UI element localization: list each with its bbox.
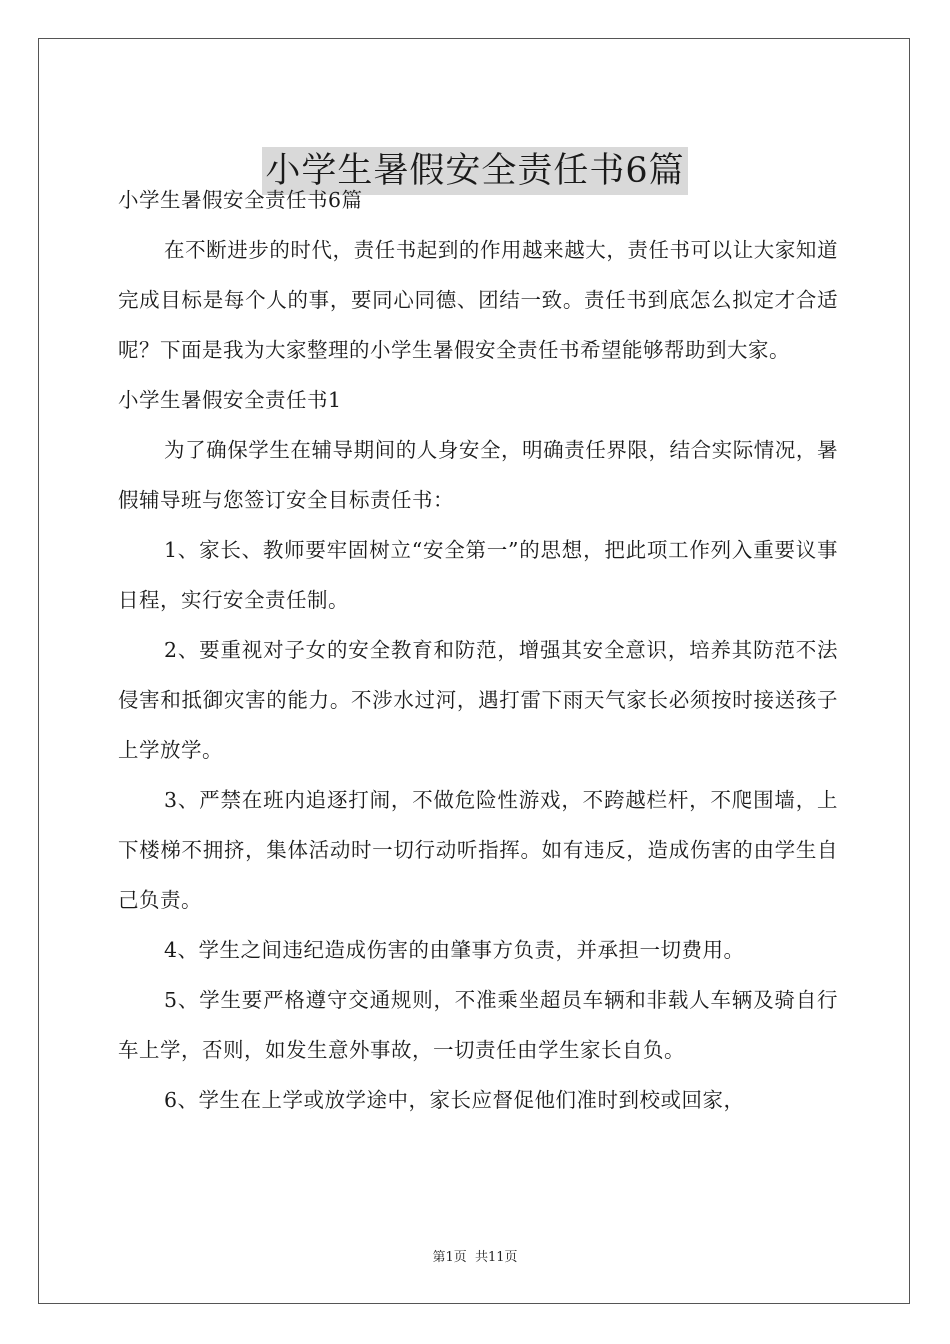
clause-paragraph-4: 4、学生之间违纪造成伤害的由肇事方负责，并承担一切费用。 (164, 938, 745, 962)
total-pages: 共11页 (474, 1250, 518, 1265)
clause-paragraph-1: 1、家长、教师要牢固树立“安全第一”的思想，把此项工作列入重要议事日程，实行安全责任制。 (118, 538, 838, 612)
clause-paragraph-3: 3、严禁在班内追逐打闹，不做危险性游戏，不跨越栏杆，不爬围墙，上下楼梯不拥挤，集体活动时一切行动听指挥。如有违反，造成伤害的由学生自己负责。 (118, 788, 838, 912)
subtitle-paragraph: 小学生暑假安全责任书6篇 (118, 188, 363, 212)
clause-paragraph-6: 6、学生在上学或放学途中，家长应督促他们准时到校或回家， (164, 1088, 745, 1112)
body-paragraph: 为了确保学生在辅导期间的人身安全，明确责任界限，结合实际情况，暑假辅导班与您签订安全目标责任书： (118, 438, 838, 512)
page-footer (0, 1246, 950, 1265)
document-body (118, 175, 838, 1125)
clause-paragraph-5: 5、学生要严格遵守交通规则，不准乘坐超员车辆和非载人车辆及骑自行车上学，否则，如发生意外事故，一切责任由学生家长自负。 (118, 988, 838, 1062)
clause-paragraph-2: 2、要重视对子女的安全教育和防范，增强其安全意识，培养其防范不法侵害和抵御灾害的能力。不涉水过河，遇打雷下雨天气家长必须按时接送孩子上学放学。 (118, 638, 838, 762)
section-heading: 小学生暑假安全责任书1 (118, 388, 342, 412)
document-title: 小学生暑假安全责任书6篇 (262, 147, 687, 195)
intro-paragraph: 在不断进步的时代，责任书起到的作用越来越大，责任书可以让大家知道完成目标是每个人的事，要同心同德、团结一致。责任书到底怎么拟定才合适呢？下面是我为大家整理的小学生暑假安全责任书希望能够帮助到大家。 (118, 238, 838, 362)
page-number: 第1页 (432, 1250, 467, 1265)
